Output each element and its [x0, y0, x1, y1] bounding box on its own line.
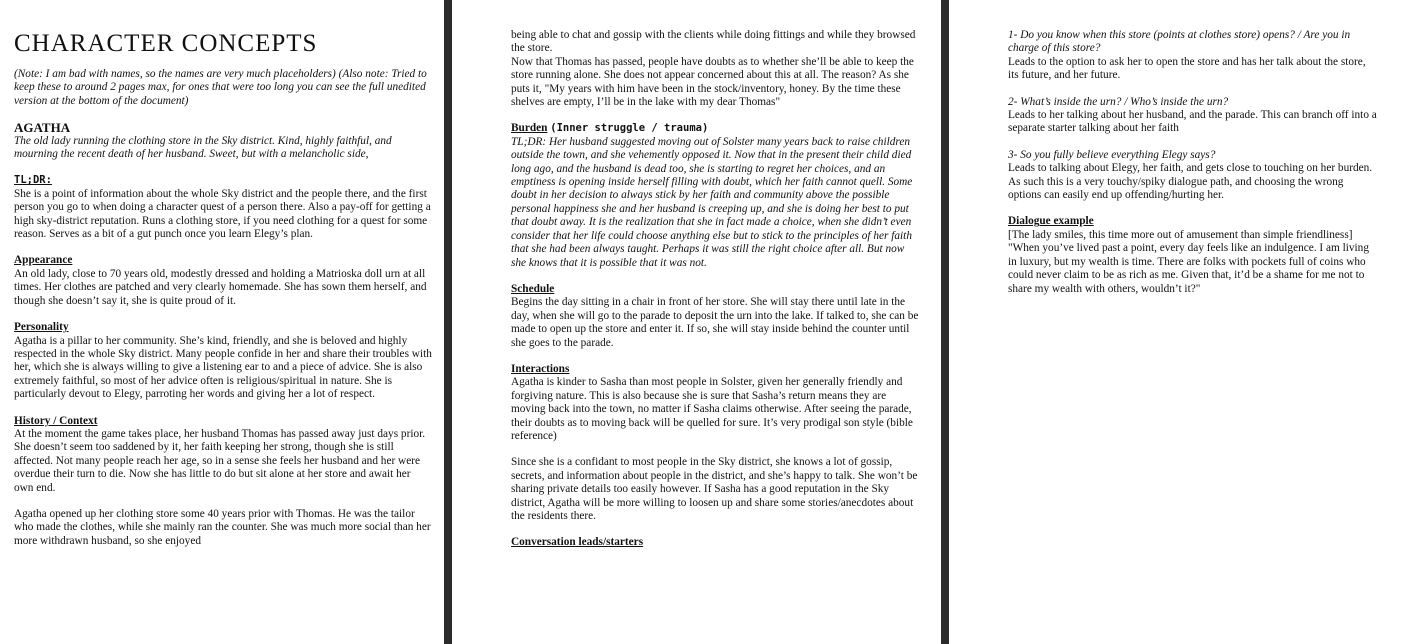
- section-heading-tldr: TL;DR:: [14, 174, 52, 187]
- section-heading-conversation: Conversation leads/starters: [511, 536, 644, 549]
- section-heading-interactions: Interactions: [511, 362, 570, 375]
- appearance-text: An old lady, close to 70 years old, modestly dressed and holding a Matrioska doll urn at all times. Her clothes are patched and very clearly homemade. She has sown them herself, and though she doesn’t say it, she is quite proud of it.: [14, 267, 427, 307]
- history-text-2: Agatha opened up her clothing store some 40 years prior with Thomas. He was the tailor who made the clothes, while she mainly ran the counter. She was much more social than her more withdrawn husband, so she enjoyed: [14, 507, 431, 547]
- tldr-text: She is a point of information about the whole Sky district and the people there, and the first person you go to when doing a character quest of a person there. Also a pay-off for getting a high sky-district reputation. Runs a clothing store, if you need clothing for a quest for some reason. Serves as a bit of a gut punch once you learn Elegy’s plan.: [14, 187, 431, 241]
- section-heading-history: History / Context: [14, 414, 98, 427]
- schedule-text: Begins the day sitting in a chair in front of her store. She will stay there until late in the day, when she will go to the parade to deposit the urn into the lake. If talked to, she can be made to open up the store and enter it. If so, she will stay inside behind the counter until she goes to the parade.: [511, 296, 919, 349]
- continued-text: being able to chat and gossip with the clients while doing fittings and while they browsed the store.: [511, 29, 916, 55]
- dialogue-text: [The lady smiles, this time more out of amusement than simple friendliness] "When you’ve lived past a point, every day feels like an indulgence. I am living in luxury, but my wealth is time. There are folks with pockets full of coins who could never claim to be as rich as me. Given that, it’d be a shame for me not to share my wealth with others, wouldn’t it?": [1008, 228, 1369, 295]
- burden-text: TL;DR: Her husband suggested moving out of Solster many years back to raise children outside the town, and she vehemently opposed it. Now that in the present their child died long ago, and the husband is dead too, she is starting to regret her choices, and an emptiness is opening inside herself filling with doubt, which her faith cannot quell. Some doubt in her decision to always stick by her faith and community above the possible personal happiness she and her husband is creeping up, and she is doing her best to put that doubt away. It is the realization that she in fact made a choice, when she didn’t even consider that her life could choose anything else but to stick to the principles of her faith that she had been always taught. Perhaps it was still the right choice after all. But now she knows that it is possible that it was not.: [511, 135, 913, 269]
- author-note: (Note: I am bad with names, so the names are very much placeholders) (Also note: Tried to keep these to around 2 pages max, for ones that were too long you can see the full unedited version at the bottom of the document): [14, 68, 427, 107]
- interactions-text-2: Since she is a confidant to most people in the Sky district, she knows a lot of gossip, secrets, and information about people in the district, and she’s happy to talk. She won’t be sharing private details too easily however. If Sasha has a good reputation in the Sky district, Agatha will be more willing to loosen up and share some stories/anecdotes about the residents there.: [511, 456, 918, 522]
- page-2[interactable]: [452, 0, 941, 644]
- conversation-lead-2: 2- What’s inside the urn? / Who’s inside the urn? Leads to her talking about her husband, and the parade. This can branch off into a separate starter talking about her faith: [1008, 95, 1377, 135]
- page-1[interactable]: [0, 0, 444, 644]
- section-heading-schedule: Schedule: [511, 282, 555, 295]
- section-heading-appearance: Appearance: [14, 254, 73, 267]
- section-heading-dialogue: Dialogue example: [1008, 215, 1094, 228]
- page-3[interactable]: [949, 0, 1403, 644]
- personality-text: Agatha is a pillar to her community. She’s kind, friendly, and she is beloved and highly respected in the whole Sky district. Many people confide in her and share their troubles with her, which she is always willing to give a listening ear to and a piece of advice. She is also extremely faithful, so most of her advice often is religious/spiritual in nature. She is particularly devout to Elegy, parroting her words and giving her a lot of respect.: [14, 334, 432, 401]
- page-title: CHARACTER CONCEPTS: [14, 30, 318, 57]
- continued-text-2: Now that Thomas has passed, people have doubts as to whether she’ll be able to keep the store running alone. She does not appear concerned about this at all. The reason? As she puts it, "My years with him have been in the stock/inventory, honey. By the time these shelves are empty, I’ll be in the lake with my dear Thomas": [511, 55, 914, 109]
- conversation-lead-1: 1- Do you know when this store (points at clothes store) opens? / Are you in charge of this store? Leads to the option to ask her to open the store and has her talk about the store, its future, and her future.: [1008, 29, 1366, 82]
- character-name: AGATHA: [14, 120, 71, 136]
- interactions-text: Agatha is kinder to Sasha than most people in Solster, given her generally friendly and forgiving nature. This is also because she is sure that Sasha’s return means they are moving back into the town, no matter if Sasha claims otherwise. After seeing the parade, their doubts as to moving back will be quelled for sure. It’s very prodigal son style (bible reference): [511, 376, 913, 442]
- history-text: At the moment the game takes place, her husband Thomas has passed away just days prior. She doesn’t seem too saddened by it, her faith keeping her strong, though she is still affected. Not many people reach her age, so in a sense she feels her husband and her were overdue their turn to die. Now she has little to do but sit alone at her store and await her own end.: [14, 427, 426, 494]
- section-heading-burden: Burden (Inner struggle / trauma): [511, 122, 709, 135]
- character-tagline: The old lady running the clothing store in the Sky district. Kind, highly faithful, and mourning the recent death of her husband. Sweet, but with a melancholic side,: [14, 134, 392, 161]
- conversation-lead-3: 3- So you fully believe everything Elegy says? Leads to talking about Elegy, her faith, and gets close to touching on her burden. As such this is a very touchy/spiky dialogue path, and choosing the wrong options can easily end up offending/hurting her.: [1008, 148, 1373, 202]
- section-heading-personality: Personality: [14, 321, 69, 334]
